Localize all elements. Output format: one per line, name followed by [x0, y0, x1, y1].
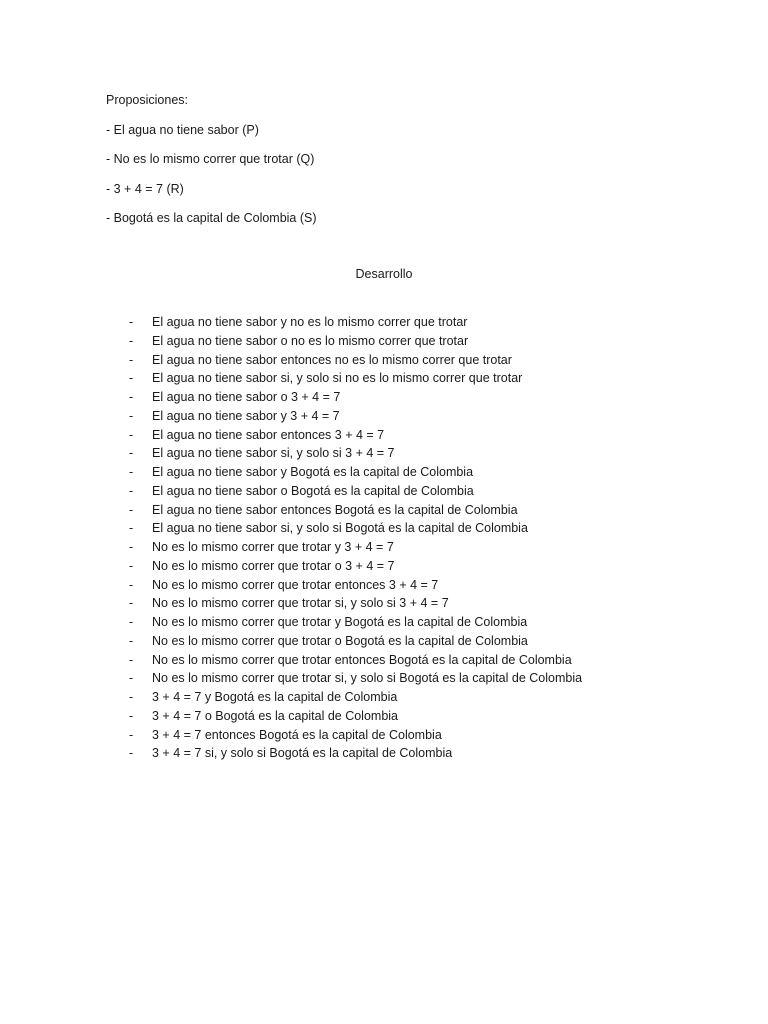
development-item-text: El agua no tiene sabor o 3 + 4 = 7	[152, 390, 341, 404]
bullet-dash: -	[129, 615, 134, 629]
bullet-dash: -	[129, 690, 134, 704]
bullet-dash: -	[129, 596, 134, 611]
development-item-text: No es lo mismo correr que trotar entonces 3 + 4 = 7	[152, 577, 439, 592]
bullet-dash: -	[129, 633, 134, 648]
development-item-text: 3 + 4 = 7 si, y solo si Bogotá es la capital de Colombia	[152, 746, 453, 761]
development-item-text: El agua no tiene sabor o no es lo mismo correr que trotar	[152, 333, 469, 348]
development-item-text: El agua no tiene sabor y Bogotá es la capital de Colombia	[152, 465, 474, 479]
development-item-text: No es lo mismo correr que trotar y Bogotá es la capital de Colombia	[152, 615, 528, 629]
proposition-item: - No es lo mismo correr que trotar (Q)	[106, 152, 315, 167]
bullet-dash: -	[129, 521, 134, 536]
development-title: Desarrollo	[355, 267, 413, 281]
bullet-dash: -	[129, 483, 134, 498]
bullet-dash: -	[129, 446, 134, 461]
development-item-text: No es lo mismo correr que trotar entonces Bogotá es la capital de Colombia	[152, 652, 572, 667]
bullet-dash: -	[129, 708, 134, 723]
bullet-dash: -	[129, 727, 134, 742]
development-item-text: 3 + 4 = 7 o Bogotá es la capital de Colombia	[152, 708, 398, 723]
bullet-dash: -	[129, 371, 134, 386]
development-item-text: El agua no tiene sabor si, y solo si 3 + 4 = 7	[152, 446, 395, 461]
development-item-text: 3 + 4 = 7 entonces Bogotá es la capital de Colombia	[152, 727, 442, 742]
propositions-list	[106, 121, 317, 238]
proposition-item: - El agua no tiene sabor (P)	[106, 123, 259, 137]
bullet-dash: -	[129, 502, 134, 517]
development-item-text: El agua no tiene sabor si, y solo si no es lo mismo correr que trotar	[152, 371, 523, 386]
development-item-text: El agua no tiene sabor entonces Bogotá es la capital de Colombia	[152, 502, 518, 517]
bullet-dash: -	[129, 427, 134, 442]
development-item-text: 3 + 4 = 7 y Bogotá es la capital de Colombia	[152, 690, 398, 704]
bullet-dash: -	[129, 465, 134, 479]
proposition-item: - 3 + 4 = 7 (R)	[106, 181, 184, 196]
development-item-text: No es lo mismo correr que trotar o Bogotá es la capital de Colombia	[152, 633, 528, 648]
bullet-dash: -	[129, 671, 134, 686]
development-item-text: El agua no tiene sabor entonces no es lo mismo correr que trotar	[152, 352, 512, 367]
development-item-text: No es lo mismo correr que trotar y 3 + 4 = 7	[152, 540, 394, 554]
bullet-dash: -	[129, 577, 134, 592]
development-item-text: El agua no tiene sabor y 3 + 4 = 7	[152, 408, 340, 423]
bullet-dash: -	[129, 315, 134, 329]
bullet-dash: -	[129, 558, 134, 573]
bullet-dash: -	[129, 352, 134, 367]
bullet-dash: -	[129, 746, 134, 761]
development-item-text: No es lo mismo correr que trotar o 3 + 4 = 7	[152, 558, 395, 573]
bullet-dash: -	[129, 652, 134, 667]
development-item-text: El agua no tiene sabor entonces 3 + 4 = 7	[152, 427, 385, 442]
proposition-item: - Bogotá es la capital de Colombia (S)	[106, 210, 317, 225]
development-item-text: No es lo mismo correr que trotar si, y solo si 3 + 4 = 7	[152, 596, 449, 611]
development-item-text: No es lo mismo correr que trotar si, y solo si Bogotá es la capital de Colombia	[152, 671, 583, 686]
bullet-dash: -	[129, 408, 134, 423]
development-item-text: El agua no tiene sabor y no es lo mismo correr que trotar	[152, 315, 468, 329]
bullet-dash: -	[129, 333, 134, 348]
propositions-heading: Proposiciones:	[106, 93, 188, 107]
bullet-dash: -	[129, 390, 134, 404]
bullet-dash: -	[129, 540, 134, 554]
development-item-text: El agua no tiene sabor si, y solo si Bogotá es la capital de Colombia	[152, 521, 528, 536]
development-item-text: El agua no tiene sabor o Bogotá es la capital de Colombia	[152, 483, 474, 498]
